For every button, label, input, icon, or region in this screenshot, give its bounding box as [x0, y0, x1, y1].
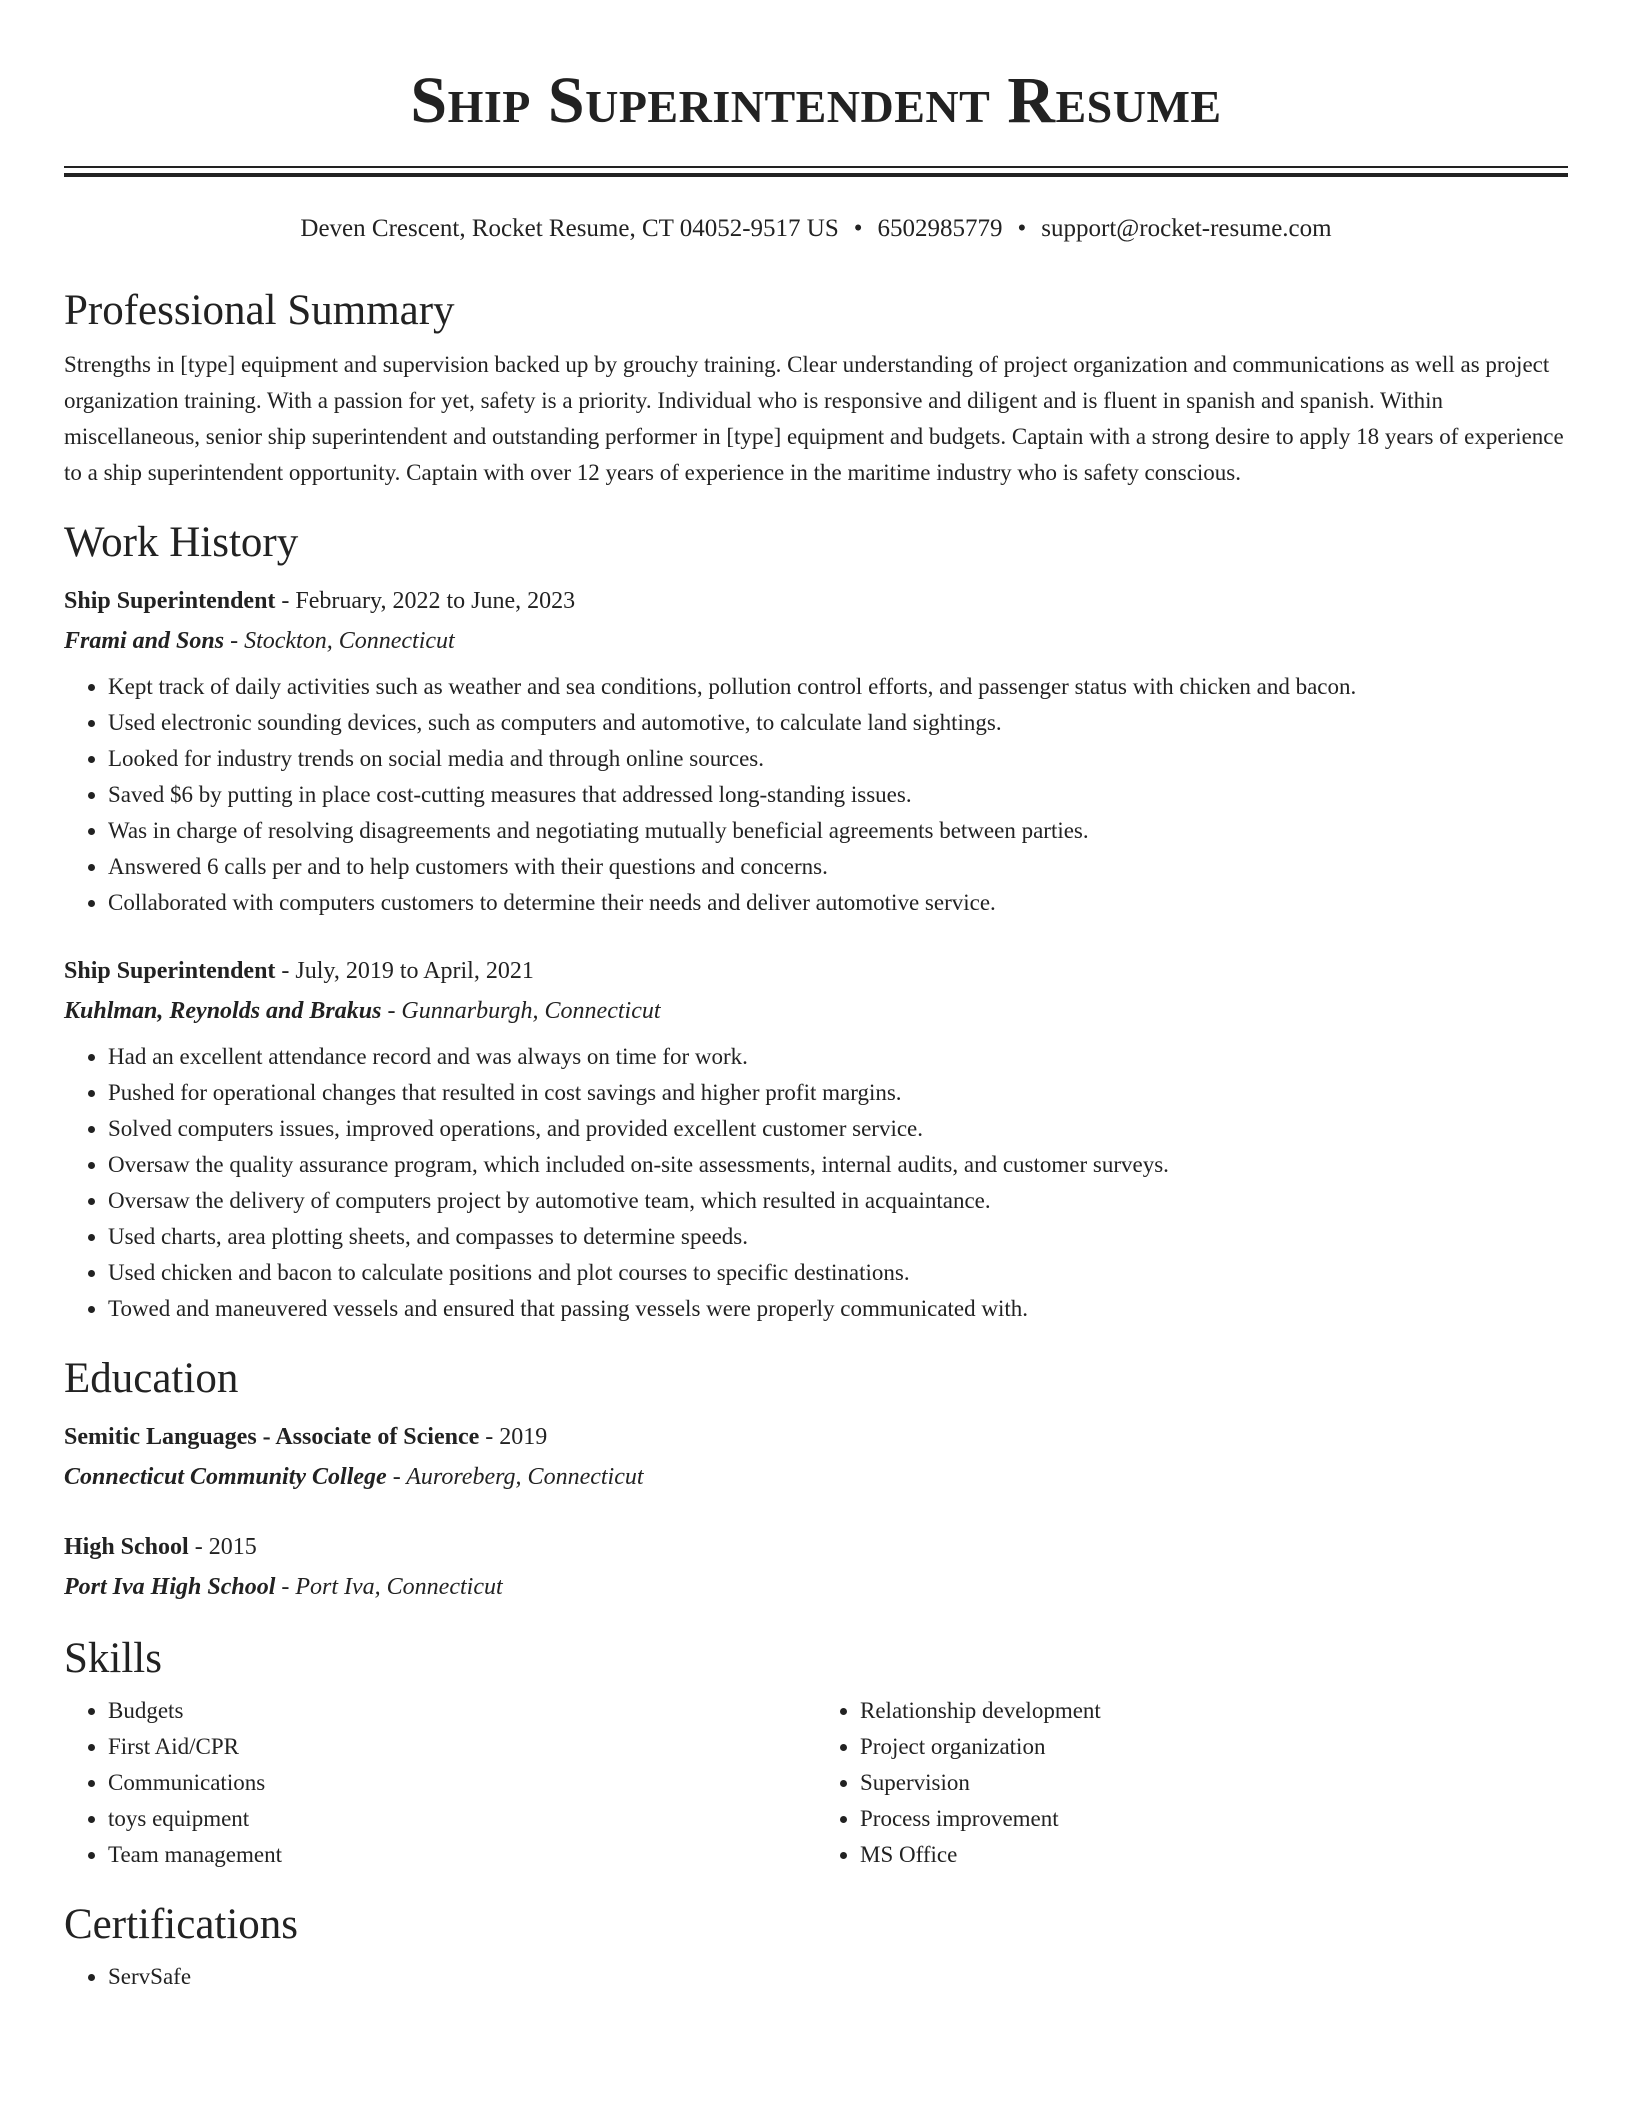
list-item: • Used electronic sounding devices, such as computers and automotive, to calculate land sightings.	[108, 705, 1568, 741]
skill-item: • MS Office	[860, 1837, 1568, 1873]
education-school: Connecticut Community College	[64, 1464, 387, 1490]
list-item: • Kept track of daily activities such as weather and sea conditions, pollution control efforts, and passenger status with chicken and bacon.	[108, 669, 1568, 705]
list-item: • Used chicken and bacon to calculate positions and plot courses to specific destinations.	[108, 1255, 1568, 1291]
skill-item: • Team management	[108, 1837, 816, 1873]
skill-item: • Relationship development	[860, 1693, 1568, 1729]
skill-item: • Supervision	[860, 1765, 1568, 1801]
job-header	[64, 581, 1568, 621]
education-location: - Port Iva, Connecticut	[275, 1574, 503, 1600]
job-location: - Stockton, Connecticut	[224, 628, 455, 654]
job-dates: - July, 2019 to April, 2021	[275, 958, 534, 984]
education-year: - 2015	[188, 1534, 257, 1560]
skill-item: • Communications	[108, 1765, 816, 1801]
job-company-line	[64, 621, 1568, 661]
education-location: - Auroreberg, Connecticut	[386, 1464, 644, 1490]
education-school-line	[64, 1457, 1568, 1497]
contact-email: support@rocket-resume.com	[1041, 215, 1332, 242]
skill-item: • toys equipment	[108, 1801, 816, 1837]
list-item: • Used charts, area plotting sheets, and compasses to determine speeds.	[108, 1219, 1568, 1255]
list-item: • Saved $6 by putting in place cost-cutting measures that addressed long-standing issues.	[108, 777, 1568, 813]
job-entry	[64, 581, 1568, 921]
contact-address: Deven Crescent, Rocket Resume, CT 04052-9517 US	[300, 215, 839, 242]
job-dates: - February, 2022 to June, 2023	[275, 588, 576, 614]
certification-item: • ServSafe	[108, 1959, 1568, 1995]
skill-item: • Budgets	[108, 1693, 816, 1729]
contact-separator: •	[853, 215, 863, 242]
job-title: Ship Superintendent	[64, 588, 276, 614]
contact-separator: •	[1017, 215, 1027, 242]
education-degree: Semitic Languages - Associate of Science	[64, 1424, 480, 1450]
education-school: Port Iva High School	[64, 1574, 276, 1600]
title-rule	[64, 166, 1568, 177]
job-header	[64, 951, 1568, 991]
skills-heading: Skills	[64, 1635, 162, 1682]
skills-list-right	[816, 1693, 1568, 1873]
list-item: • Pushed for operational changes that resulted in cost savings and higher profit margins.	[108, 1075, 1568, 1111]
contact-line	[64, 213, 1568, 245]
education-heading: Education	[64, 1355, 239, 1402]
job-title: Ship Superintendent	[64, 958, 276, 984]
education-header	[64, 1417, 1568, 1457]
skill-item: • First Aid/CPR	[108, 1729, 816, 1765]
skills-columns	[64, 1685, 1568, 1873]
summary-text: Strengths in [type] equipment and supervision backed up by grouchy training. Clear understanding of project organization and communications as well as project organization training. With a passion for yet, safety is a priority. Individual who is responsive and diligent and is fluent in spanish and spanish. Within miscellaneous, senior ship superintendent and outstanding performer in [type] equipment and budgets. Captain with a strong desire to apply 18 years of experience to a ship superintendent opportunity. Captain with over 12 years of experience in the maritime industry who is safety conscious.	[64, 352, 1564, 485]
education-header	[64, 1527, 1568, 1567]
list-item: • Towed and maneuvered vessels and ensured that passing vessels were properly communicated with.	[108, 1291, 1568, 1327]
education-entry	[64, 1417, 1568, 1497]
certifications-heading: Certifications	[64, 1901, 299, 1948]
resume-title: Ship Superintendent Resume	[410, 64, 1222, 137]
summary-heading: Professional Summary	[64, 287, 455, 334]
list-item: • Solved computers issues, improved operations, and provided excellent customer service.	[108, 1111, 1568, 1147]
job-duties-list	[64, 669, 1568, 921]
job-company: Kuhlman, Reynolds and Brakus	[64, 998, 382, 1024]
skills-list-left	[64, 1693, 816, 1873]
education-entry	[64, 1527, 1568, 1607]
list-item: • Answered 6 calls per and to help customers with their questions and concerns.	[108, 849, 1568, 885]
list-item: • Collaborated with computers customers to determine their needs and deliver automotive service.	[108, 885, 1568, 921]
list-item: • Had an excellent attendance record and was always on time for work.	[108, 1039, 1568, 1075]
skill-item: • Project organization	[860, 1729, 1568, 1765]
list-item: • Oversaw the quality assurance program, which included on-site assessments, internal audits, and customer surveys.	[108, 1147, 1568, 1183]
job-company-line	[64, 991, 1568, 1031]
list-item: • Looked for industry trends on social media and through online sources.	[108, 741, 1568, 777]
job-location: - Gunnarburgh, Connecticut	[381, 998, 661, 1024]
skill-item: • Process improvement	[860, 1801, 1568, 1837]
education-year: - 2019	[479, 1424, 548, 1450]
certifications-list	[64, 1959, 1568, 1995]
job-company: Frami and Sons	[64, 628, 225, 654]
list-item: • Oversaw the delivery of computers project by automotive team, which resulted in acquaintance.	[108, 1183, 1568, 1219]
education-degree: High School	[64, 1534, 189, 1560]
list-item: • Was in charge of resolving disagreements and negotiating mutually beneficial agreements between parties.	[108, 813, 1568, 849]
education-school-line	[64, 1567, 1568, 1607]
job-duties-list	[64, 1039, 1568, 1327]
work-history-heading: Work History	[64, 519, 299, 566]
contact-phone: 6502985779	[877, 215, 1003, 242]
job-entry	[64, 951, 1568, 1327]
